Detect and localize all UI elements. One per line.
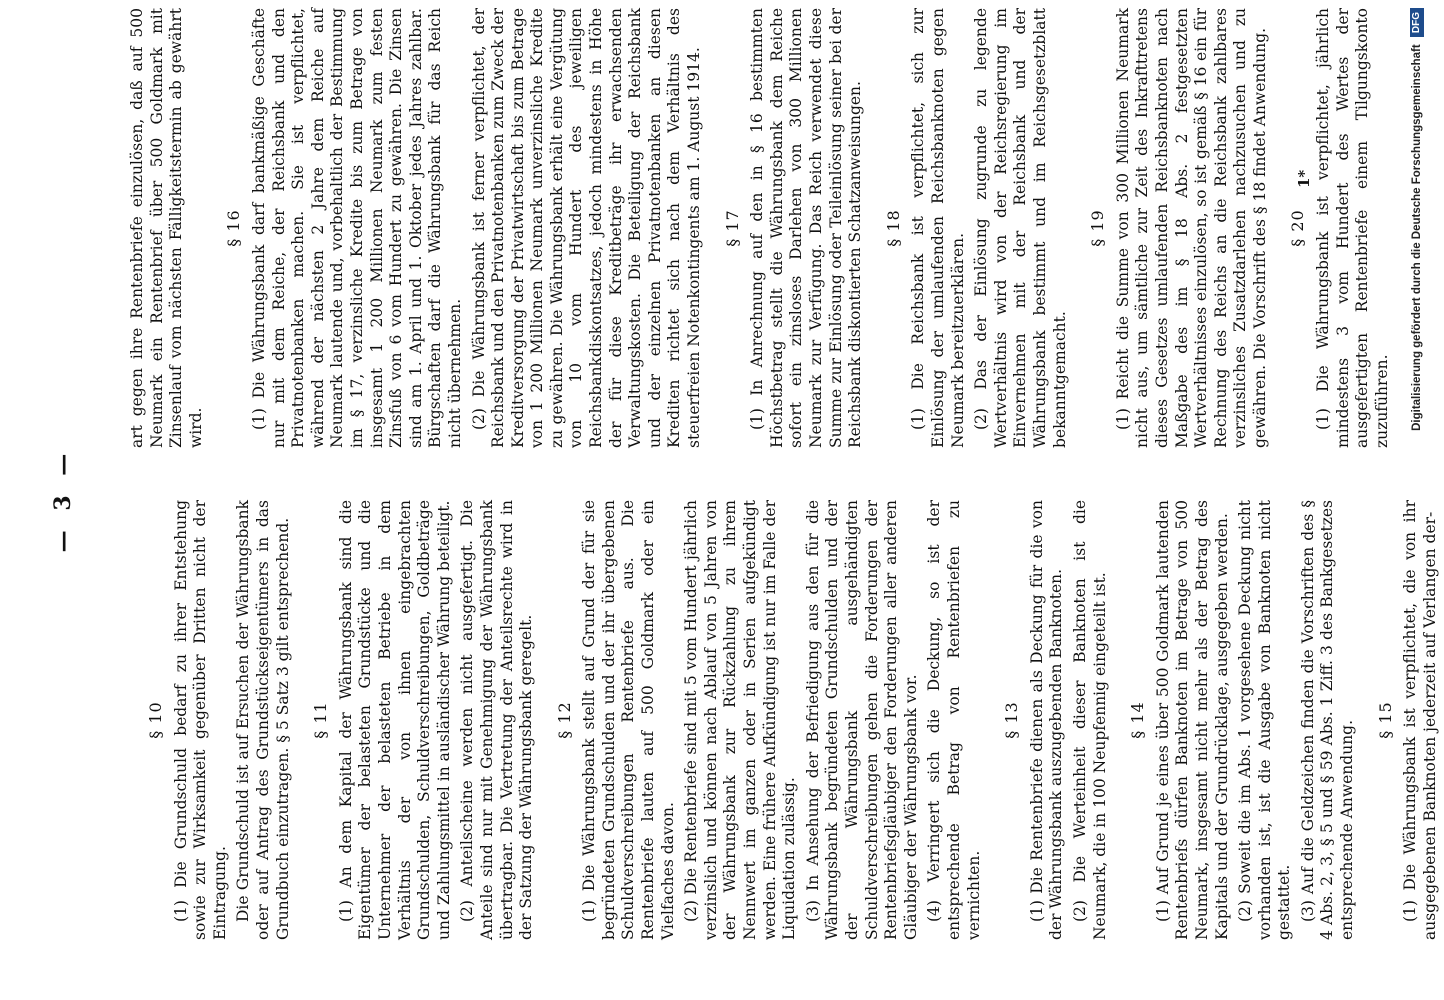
section-12-para-1: (1) Die Währungsbank stellt auf Grund der für sie begründeten Grundschulden und der ihr übergebenen Schuldverschreibungen Rentenbriefe aus. Die Rentenbriefe lauten auf 500 Goldmark oder ein Vielfaches davon. — [580, 500, 677, 940]
section-10-para-2: Die Grundschuld ist auf Ersuchen der Währungsbank oder auf Antrag des Grundstückseigentümers in das Grundbuch einzutragen. § 5 Satz 3 gilt entsprechend. — [234, 500, 292, 940]
side-attribution — [1404, 8, 1430, 992]
left-column — [128, 500, 1444, 940]
continued-paragraph: art gegen ihre Rentenbriefe einzulösen, daß auf 500 Neumark ein Rentenbrief über 500 Goldmark mit Zinsenlauf vom nächsten Fälligkeitstermin ab gewährt wird. — [128, 8, 205, 448]
section-13-title: § 13 — [1002, 701, 1022, 739]
section-17-para-1: (1) In Anrechnung auf den in § 16 bestimmten Höchstbetrag stellt die Währungsbank dem Reiche sofort ein zinsloses Darlehen von 300 Millionen Neumark zur Verfügung. Das Reich verwendet diese Summe zur Einlösung oder Teileinlösung seiner bei der Reichsbank diskontierten Schatzanweisungen. — [748, 8, 865, 448]
section-13-para-1: (1) Die Rentenbriefe dienen als Deckung für die von der Währungsbank auszugebenden Banknoten. — [1027, 500, 1066, 940]
section-12-title: § 12 — [554, 701, 574, 739]
section-17-title: § 17 — [722, 209, 742, 247]
page-number: — 3 — — [50, 447, 76, 553]
section-19-title: § 19 — [1088, 209, 1108, 247]
section-16-para-1: (1) Die Währungsbank darf bankmäßige Geschäfte nur mit dem Reiche, der Reichsbank und den Privatnotenbanken machen. Sie ist verpflichtet, während der nächsten 2 Jahre dem Reiche auf Neumark lautende und, vorbehaltlich der Bestimmung im § 17, verzinsliche Kredite bis zum Betrage von insgesamt 1 200 Millionen Neumark zum festen Zinsfuß von 6 vom Hundert zu gewähren. Die Zinsen sind am 1. April und 1. Oktober jedes Jahres zahlbar. Bürgschaften darf die Währungsbank für das Reich nicht übernehmen. — [249, 8, 464, 448]
section-10-title: § 10 — [146, 701, 165, 739]
section-16-title: § 16 — [224, 209, 244, 247]
dfg-logo: DFG — [1410, 8, 1424, 37]
section-20-para-1: (1) Die Währungsbank ist verpflichtet, jährlich mindestens 3 vom Hundert des Wertes der ausgefertigten Rentenbriefe einem Tilgungskonto zuzuführen. — [1314, 8, 1391, 448]
section-18-para-2: (2) Das der Einlösung zugrunde zu legende Wertverhältnis wird von der Reichsregierung im Einvernehmen mit der Reichsbank und der Währungsbank bestimmt und im Reichsgesetzblatt bekanntgemacht. — [972, 8, 1069, 448]
section-14-title: § 14 — [1128, 701, 1148, 739]
section-11-para-1: (1) An dem Kapital der Währungsbank sind die Eigentümer der belasteten Grundstücke und die Unternehmer der belasteten Betriebe in dem Verhältnis der von ihnen eingebrachten Grundschulden, Schuldverschreibungen, Goldbeträge und Zahlungsmittel in ausländischer Währung beteiligt. — [336, 500, 453, 940]
section-16-para-2: (2) Die Währungsbank ist ferner verpflichtet, der Reichsbank und den Privatnotenbanken zum Zweck der Kreditversorgung der Privatwirtschaft bis zum Betrage von 1 200 Millionen Neumark unverzinsliche Kredite zu gewähren. Die Währungsbank erhält eine Vergütung von 10 vom Hundert des jeweiligen Reichsbankdiskontsatzes, jedoch mindestens in Höhe der für diese Kreditbeträge ihr erwachsenden Verwaltungskosten. Die Beteiligung der Reichsbank und der einzelnen Privatnotenbanken an diesen Krediten richtet sich nach dem Verhältnis des steuerfreien Notenkontingents am 1. August 1914. — [469, 8, 704, 448]
section-14-para-1: (1) Auf Grund je eines über 500 Goldmark lautenden Rentenbriefs dürfen Banknoten im Betrage von 500 Neumark, insgesamt nicht mehr als der Betrag des Kapitals und der Grundrücklage, ausgegeben werden. — [1153, 500, 1231, 940]
section-15-para-1: (1) Die Währungsbank ist verpflichtet, die von ihr ausgegebenen Banknoten jederzeit auf Verlangen der- — [1401, 500, 1439, 940]
section-11-para-2: (2) Anteilscheine werden nicht ausgefertigt. Die Anteile sind nur mit Genehmigung der Währungsbank übertragbar. Die Vertretung der Anteilsrechte wird in der Satzung der Währungsbank geregelt. — [458, 500, 536, 940]
section-12-para-2: (2) Die Rentenbriefe sind mit 5 vom Hundert jährlich verzinslich und können nach Ablauf von 5 Jahren von der Währungsbank zur Rückzahlung zu ihrem Nennwert im ganzen oder in Serien aufgekündigt werden. Eine frühere Aufkündigung ist nur im Falle der Liquidation zulässig. — [682, 500, 799, 940]
section-14-para-2: (2) Soweit die im Abs. 1 vorgesehene Deckung nicht vorhanden ist, ist die Ausgabe von Banknoten nicht gestattet. — [1236, 500, 1294, 940]
section-18-title: § 18 — [883, 209, 903, 247]
section-14-para-3: (3) Auf die Geldzeichen finden die Vorschriften des § 4 Abs. 2, 3, § 5 und § 59 Abs. 1 Ziff. 3 des Bankgesetzes entsprechende Anwendung. — [1298, 500, 1357, 940]
signature-mark: 1* — [1295, 169, 1313, 188]
section-18-para-1: (1) Die Reichsbank ist verpflichtet, sich zur Einlösung der umlaufenden Reichsbanknoten gegen Neumark bereitzuerklären. — [909, 8, 967, 448]
side-attribution-text — [1404, 8, 1430, 992]
section-20-title: § 20 — [1288, 209, 1308, 247]
section-13-para-2: (2) Die Werteinheit dieser Banknoten ist die Neumark, die in 100 Neupfennig eingeteilt ist. — [1070, 500, 1109, 940]
section-11-title: § 11 — [311, 701, 331, 739]
section-10-para-1: (1) Die Grundschuld bedarf zu ihrer Entstehung sowie zur Wirksamkeit gegenüber Dritten nicht der Eintragung. — [171, 500, 229, 940]
right-column — [128, 8, 1396, 448]
section-15-title: § 15 — [1375, 701, 1395, 739]
section-12-para-3: (3) In Ansehung der Befriedigung aus den für die Währungsbank begründeten Grundschulden und der der Währungsbank ausgehändigten Schuldverschreibungen gehen die Forderungen der Rentenbriefsgläubiger den Forderungen aller anderen Gläubiger der Währungsbank vor. — [803, 500, 920, 940]
section-12-para-4: (4) Verringert sich die Deckung, so ist der entsprechende Betrag von Rentenbriefen zu vernichten. — [925, 500, 983, 940]
funding-note: Digitalisierung gefördert durch die Deutsche Forschungsgemeinschaft — [1411, 44, 1423, 431]
section-19-para-1: (1) Reicht die Summe von 300 Millionen Neumark nicht aus, um sämtliche zur Zeit des Inkrafttretens dieses Gesetzes umlaufenden Reichsbanknoten nach Maßgabe des im § 18 Abs. 2 festgesetzten Wertverhältnisses einzulösen, so ist gemäß § 16 ein für Rechnung des Reichs an die Reichsbank zahlbares verzinsliches Zusatzdarlehen nachzusuchen und zu gewähren. Die Vorschrift des § 18 findet Anwendung. — [1113, 8, 1269, 448]
